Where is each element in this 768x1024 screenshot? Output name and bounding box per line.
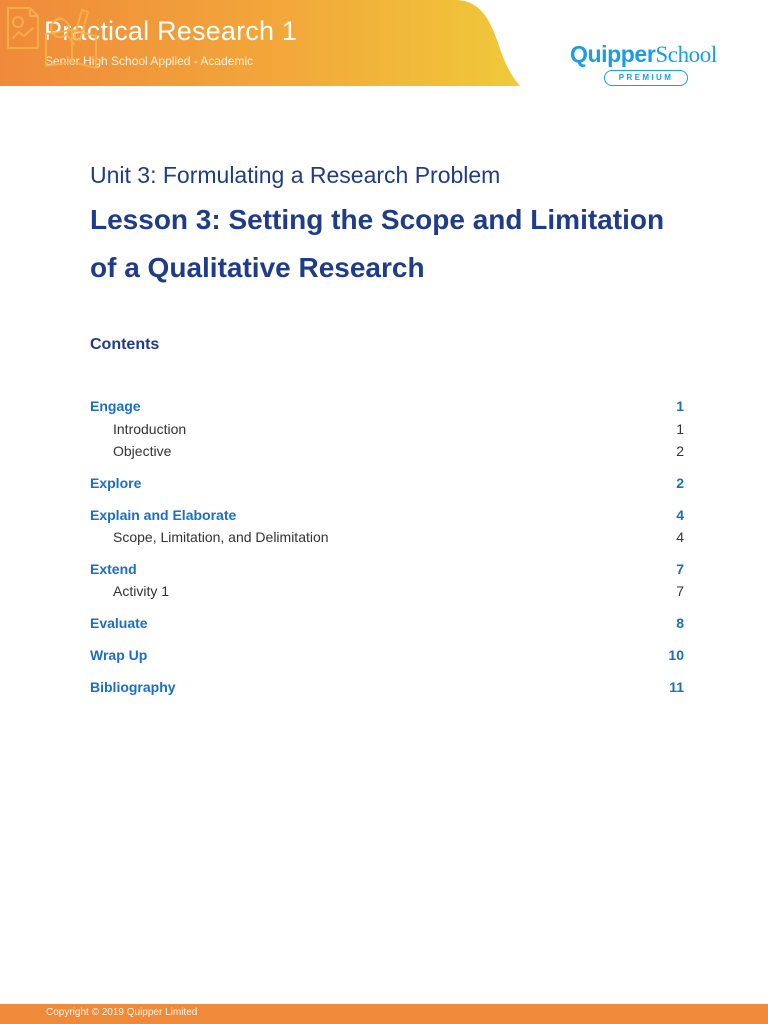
toc-entry-label: Introduction xyxy=(113,421,187,437)
toc-entry-scope-limitation-delimitation[interactable] xyxy=(90,527,684,547)
premium-badge: PREMIUM xyxy=(604,70,688,86)
toc-entry-page: 2 xyxy=(676,475,684,491)
toc-entry-label: Activity 1 xyxy=(113,583,170,599)
toc-entry-wrap-up[interactable] xyxy=(90,645,684,665)
toc-entry-label: Wrap Up xyxy=(90,647,148,663)
toc-entry-engage[interactable] xyxy=(90,396,684,416)
logo-name-regular: School xyxy=(655,42,717,67)
course-title: Practical Research 1 xyxy=(44,16,298,46)
toc-entry-page: 8 xyxy=(676,615,684,631)
toc-entry-extend[interactable] xyxy=(90,559,684,579)
toc-entry-explore[interactable] xyxy=(90,473,684,493)
toc-entry-page: 10 xyxy=(668,647,684,663)
logo-wordmark xyxy=(570,40,717,69)
footer-band xyxy=(0,1004,768,1024)
toc-entry-evaluate[interactable] xyxy=(90,613,684,633)
logo-name-bold: Quipper xyxy=(570,41,656,67)
toc-entry-page: 1 xyxy=(676,421,684,437)
lesson-title: Lesson 3: Setting the Scope and Limitation of a Qualitative Research xyxy=(90,204,665,283)
chart-document-icon xyxy=(8,8,38,48)
toc-entry-activity-1[interactable] xyxy=(90,581,684,601)
toc-entry-label: Evaluate xyxy=(90,615,148,631)
header-band xyxy=(0,0,768,86)
toc-entry-page: 2 xyxy=(676,443,684,459)
toc-entry-page: 4 xyxy=(676,507,684,523)
course-subtitle: Senior High School Applied - Academic xyxy=(45,54,254,68)
unit-title: Unit 3: Formulating a Research Problem xyxy=(90,162,501,188)
magnifier-book-icon xyxy=(46,10,96,68)
quipper-school-logo xyxy=(570,40,722,88)
toc-entry-page: 4 xyxy=(676,529,684,545)
toc-entry-label: Explain and Elaborate xyxy=(90,507,237,523)
toc-entry-explain-and-elaborate[interactable] xyxy=(90,505,684,525)
header-illustration xyxy=(0,0,100,72)
toc-entry-introduction[interactable] xyxy=(90,419,684,439)
toc-entry-page: 7 xyxy=(676,583,684,599)
toc-entry-page: 11 xyxy=(669,679,684,695)
toc-entry-label: Scope, Limitation, and Delimitation xyxy=(113,529,329,545)
contents-heading: Contents xyxy=(90,336,160,353)
toc-entry-page: 7 xyxy=(676,561,684,577)
toc-entry-objective[interactable] xyxy=(90,441,684,461)
toc-entry-label: Engage xyxy=(90,398,141,414)
copyright-notice: Copyright © 2019 Quipper Limited xyxy=(46,1007,198,1018)
toc-entry-label: Extend xyxy=(90,561,137,577)
toc-entry-label: Objective xyxy=(113,443,172,459)
toc-entry-label: Explore xyxy=(90,475,142,491)
toc-entry-bibliography[interactable] xyxy=(90,677,684,697)
toc-entry-label: Bibliography xyxy=(90,679,176,695)
toc-entry-page: 1 xyxy=(676,398,684,414)
